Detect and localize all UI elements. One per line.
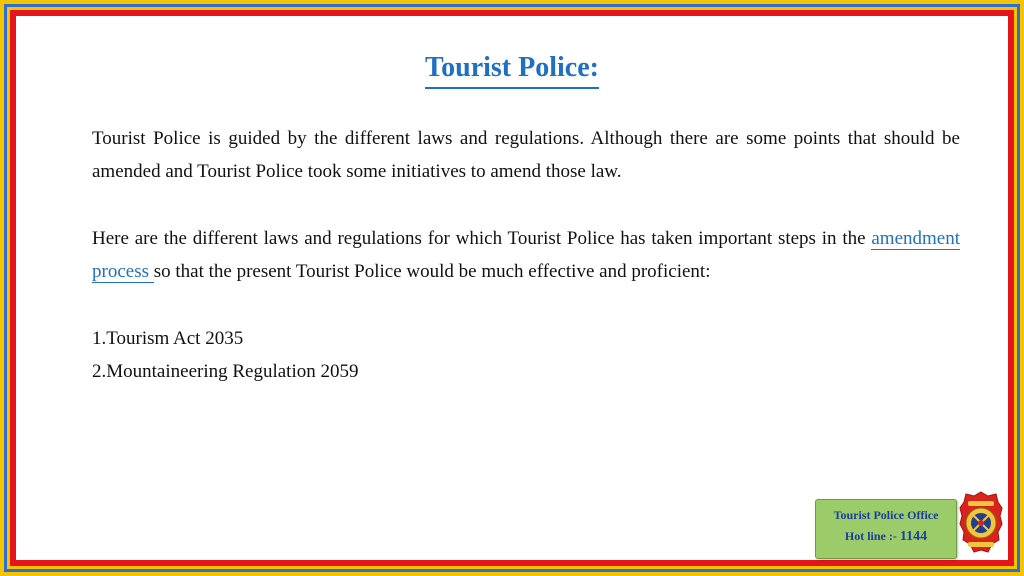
laws-paragraph-start: Here are the different laws and regulations for which Tourist Police has taken important steps in the — [92, 228, 872, 249]
contact-box — [815, 499, 957, 559]
police-emblem-icon — [958, 490, 1004, 558]
page-title: Tourist Police: — [425, 50, 599, 89]
laws-paragraph-end: so that the present Tourist Police would be much effective and proficient: — [153, 261, 711, 282]
amendment-process-link[interactable]: amendment process — [92, 228, 960, 282]
page-title-container — [0, 50, 1024, 89]
frame-red — [10, 10, 1014, 566]
list-item: 1.Tourism Act 2035 — [92, 328, 244, 349]
hotline-label: Hot line :- — [844, 529, 900, 543]
laws-list — [92, 322, 358, 388]
intro-paragraph: Tourist Police is guided by the different laws and regulations. Although there are some points that should be amended and Tourist Police took some initiatives to amend those law. — [92, 128, 960, 182]
hotline — [816, 529, 956, 545]
contact-office-label: Tourist Police Office — [833, 508, 939, 522]
laws-paragraph — [92, 222, 960, 288]
list-item: 2.Mountaineering Regulation 2059 — [92, 361, 359, 382]
hotline-number: 1144 — [899, 529, 928, 544]
